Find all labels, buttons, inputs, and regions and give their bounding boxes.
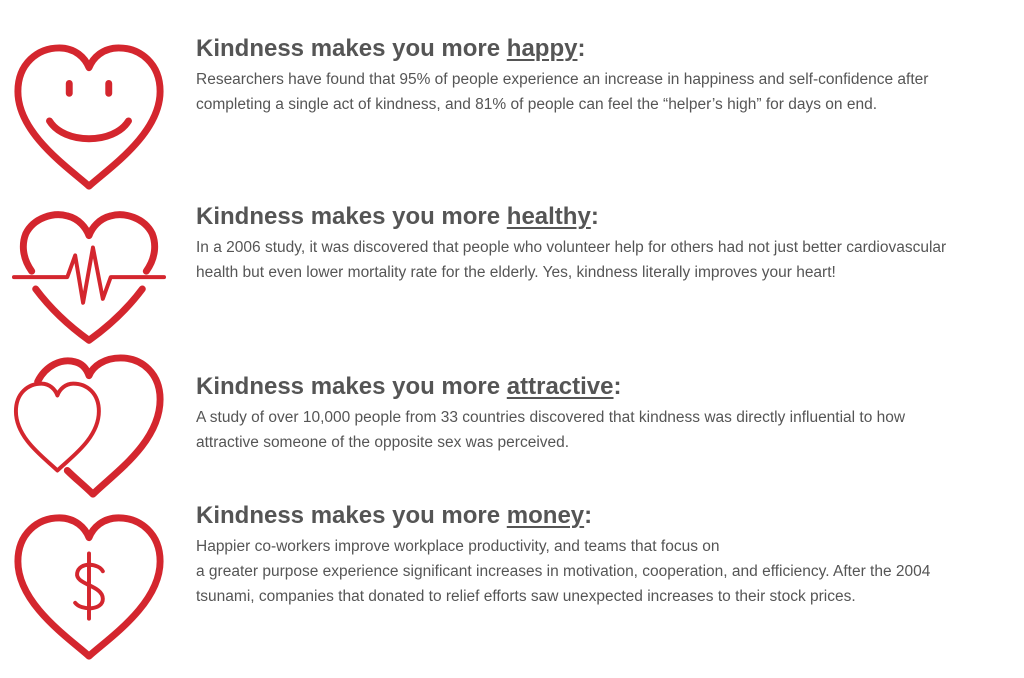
heading-keyword: healthy <box>506 203 591 230</box>
kindness-item-healthy <box>196 204 1006 285</box>
item-heading <box>196 374 1006 400</box>
heading-prefix: Kindness makes you more <box>196 502 507 529</box>
body-line: tsunami, companies that donated to relief efforts saw unexpected increases to their stock prices. <box>196 588 856 606</box>
heading-prefix: Kindness makes you more <box>196 203 507 230</box>
heading-prefix: Kindness makes you more <box>196 35 507 62</box>
body-line: completing a single act of kindness, and 81% of people can feel the “helper’s high” for days on end. <box>196 96 878 114</box>
item-body <box>196 534 1006 609</box>
heading-prefix: Kindness makes you more <box>196 373 507 400</box>
heading-keyword: happy <box>506 35 578 62</box>
item-heading <box>196 204 1006 230</box>
heading-keyword: attractive <box>506 373 614 400</box>
kindness-item-happy <box>196 36 1006 117</box>
two-hearts-icon <box>10 352 168 510</box>
heart-smiley-icon <box>10 40 168 198</box>
item-heading <box>196 503 1006 529</box>
heading-suffix: : <box>613 373 622 400</box>
body-line: Researchers have found that 95% of people experience an increase in happiness and self-confidence after <box>196 71 929 89</box>
body-line: A study of over 10,000 people from 33 countries discovered that kindness was directly influential to how <box>196 409 906 427</box>
heading-suffix: : <box>584 502 593 529</box>
kindness-item-attractive <box>196 374 1006 455</box>
item-heading <box>196 36 1006 62</box>
heading-suffix: : <box>590 203 599 230</box>
body-line: Happier co-workers improve workplace productivity, and teams that focus on <box>196 538 720 556</box>
heading-suffix: : <box>577 35 586 62</box>
body-line: health but even lower mortality rate for the elderly. Yes, kindness literally improves your heart! <box>196 264 836 282</box>
body-line: In a 2006 study, it was discovered that people who volunteer help for others had not just better cardiovascular <box>196 239 947 257</box>
item-body <box>196 67 1006 117</box>
body-line: a greater purpose experience significant increases in motivation, cooperation, and efficiency. After the 2004 <box>196 563 931 581</box>
kindness-item-money <box>196 503 1006 609</box>
heart-dollar-icon <box>10 508 168 666</box>
item-body <box>196 235 1006 285</box>
body-line: attractive someone of the opposite sex was perceived. <box>196 434 570 452</box>
heart-heartbeat-icon <box>10 208 168 366</box>
item-body <box>196 405 1006 455</box>
heading-keyword: money <box>506 502 585 529</box>
